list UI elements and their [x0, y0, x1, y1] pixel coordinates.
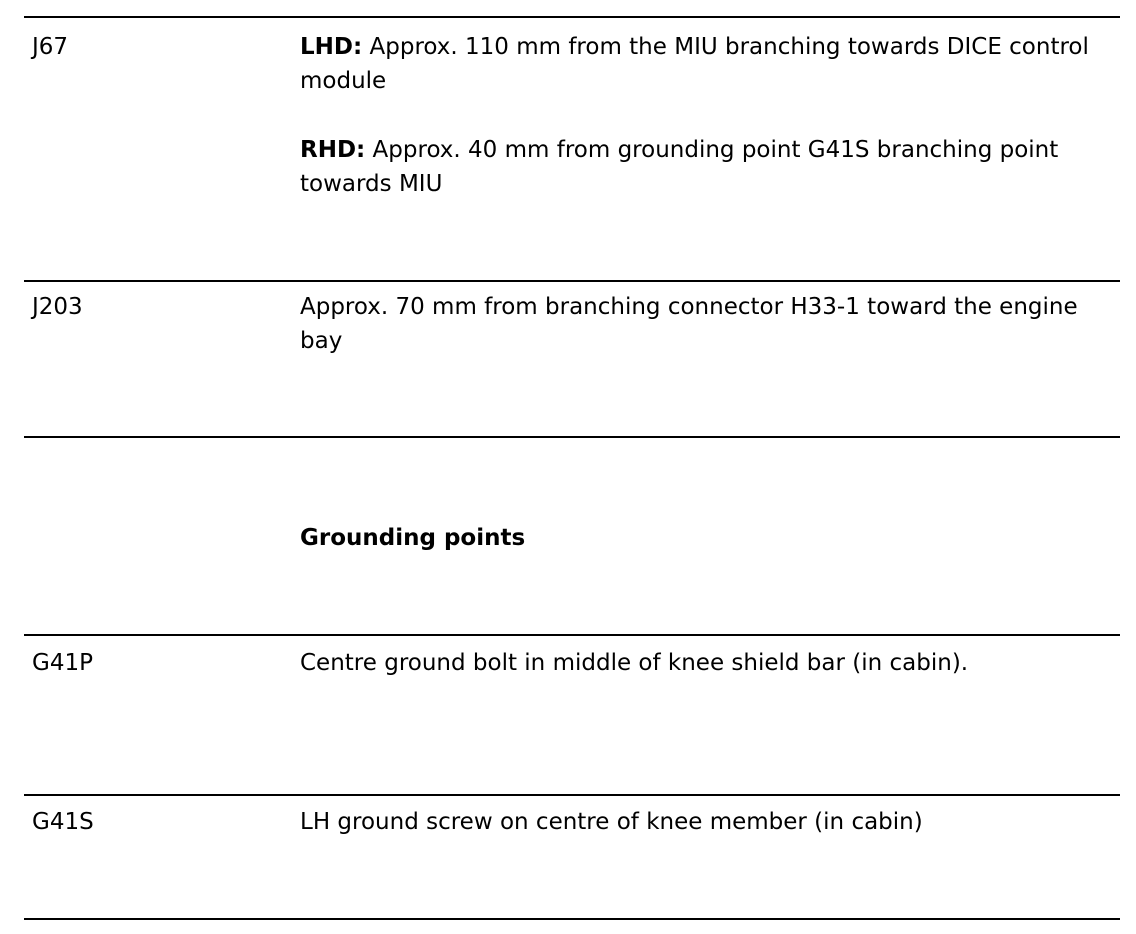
lhd-text: Approx. 110 mm from the MIU branching towards DICE control module	[300, 34, 1089, 94]
row-code: J67	[32, 34, 69, 60]
row-code: G41S	[32, 809, 94, 835]
row-code: J203	[32, 294, 83, 320]
section-heading: Grounding points	[300, 525, 526, 551]
row-description: Approx. 70 mm from branching connector H33-1 toward the engine bay	[300, 294, 1078, 354]
lhd-label: LHD:	[300, 34, 363, 60]
row-description: Centre ground bolt in middle of knee shield bar (in cabin).	[300, 650, 969, 676]
table-top-rule	[24, 16, 1120, 18]
row-divider	[24, 634, 1120, 636]
row-description	[300, 30, 1108, 201]
rhd-text: Approx. 40 mm from grounding point G41S branching point towards MIU	[300, 137, 1059, 197]
row-divider	[24, 794, 1120, 796]
rhd-label: RHD:	[300, 137, 366, 163]
table-bottom-rule	[24, 918, 1120, 920]
row-divider	[24, 280, 1120, 282]
rhd-note	[300, 133, 1108, 201]
lhd-note	[300, 30, 1108, 98]
row-code: G41P	[32, 650, 93, 676]
row-description: LH ground screw on centre of knee member (in cabin)	[300, 809, 923, 835]
row-divider	[24, 436, 1120, 438]
